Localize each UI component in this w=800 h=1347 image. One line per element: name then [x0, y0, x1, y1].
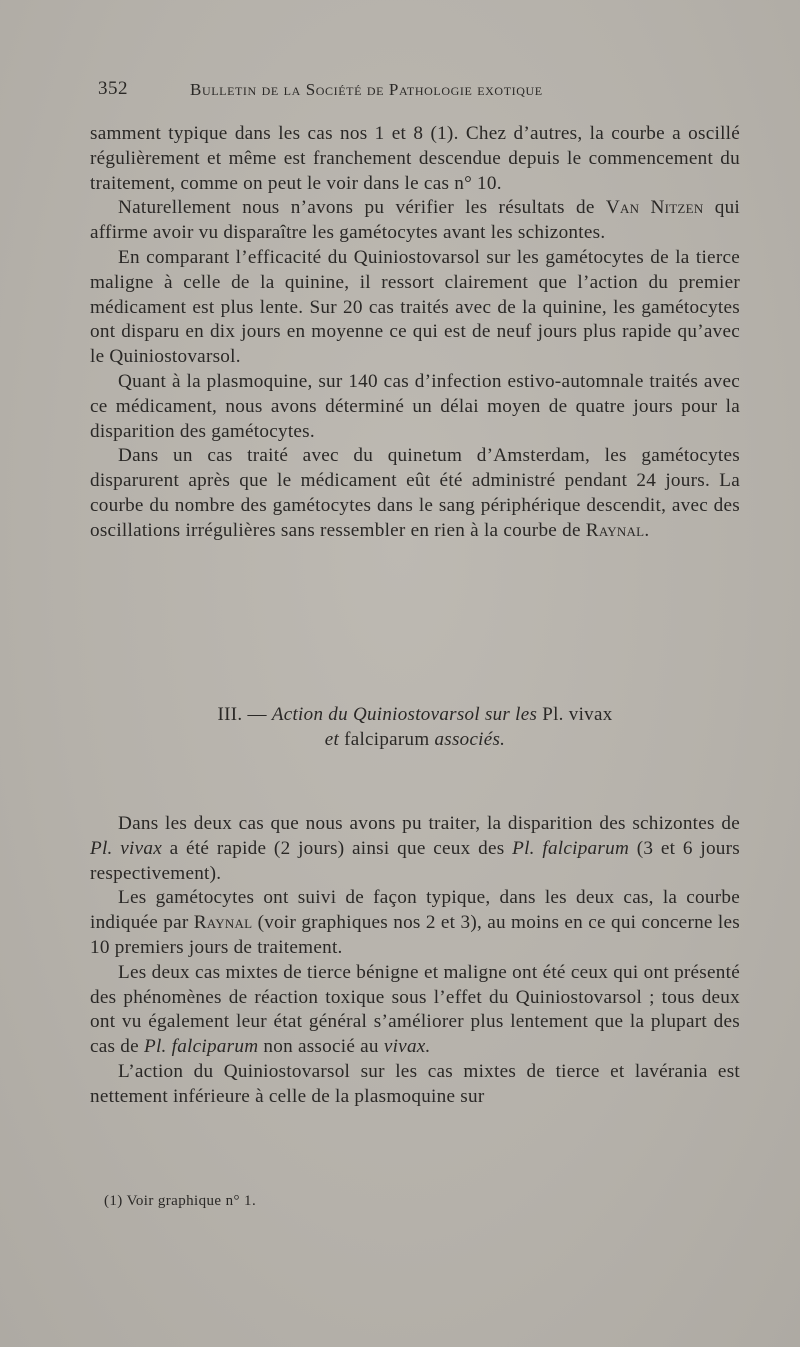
paragraph-1: samment typique dans les cas nos 1 et 8 (1). Chez d’autres, la courbe a oscillé régulièrement et même est franchement descendue depuis le commencement du traitement, comme on peut le voir dans le cas n° 10.: [90, 123, 740, 194]
paragraph-5: Dans un cas traité avec du quinetum d’Amsterdam, les gamétocytes disparurent après que le médicament eût été administré pendant 24 jours. La courbe du nombre des gamétocytes dans le sang périphérique descendit, avec des oscillations irrégulières sans ressembler en rien à la courbe de Raynal.: [90, 445, 740, 541]
running-header: [90, 78, 740, 108]
paragraph-9: L’action du Quiniostovarsol sur les cas mixtes de tierce et lavérania est nettement inférieure à celle de la plasmoquine sur: [90, 1060, 740, 1107]
body-text-lower: [90, 812, 740, 1110]
author-name-raynal-2: Raynal: [193, 912, 253, 934]
paragraph-3: En comparant l’efficacité du Quiniostovarsol sur les gamétocytes de la tierce maligne à celle de la quinine, il ressort clairement que l’action du premier médicament est plus lente. Sur 20 cas traités avec de la quinine, les gamétocytes ont disparu en dix jours en moyenne ce qui est de neuf jours plus rapide qu’avec le Quiniostovarsol.: [90, 246, 740, 368]
paragraph-7: Les gamétocytes ont suivi de façon typique, dans les deux cas, la courbe indiquée par Raynal (voir graphiques nos 2 et 3), au moins en ce qui concerne les 10 premiers jours de traitement.: [90, 887, 740, 958]
paragraph-4: Quant à la plasmoquine, sur 140 cas d’infection estivo-automnale traités avec ce médicament, nous avons déterminé un délai moyen de quatre jours pour la disparition des gamétocytes.: [90, 370, 740, 442]
paragraph-2: Naturellement nous n’avons pu vérifier les résultats de Van Nitzen qui affirme avoir vu disparaître les gamétocytes avant les schizontes.: [90, 197, 740, 244]
paragraph-8: Les deux cas mixtes de tierce bénigne et maligne ont été ceux qui ont présenté des phénomènes de réaction toxique sous l’effet du Quiniostovarsol ; tous deux ont vu également leur état général s’améliorer plus lentement que la plupart des cas de Pl. falciparum non associé au vivax.: [90, 961, 740, 1058]
page-number: 352: [98, 78, 128, 99]
author-name-raynal: Raynal: [585, 519, 645, 541]
section-heading: III. — Action du Quiniostovarsol sur les Pl. vivax et falciparum associés.: [217, 704, 613, 750]
footnote: (1) Voir graphique n° 1.: [104, 1193, 257, 1209]
paragraph-6: Dans les deux cas que nous avons pu traiter, la disparition des schizontes de Pl. vivax a été rapide (2 jours) ainsi que ceux des Pl. falciparum (3 et 6 jours respectivement).: [90, 813, 740, 884]
body-text-upper: [90, 122, 740, 544]
journal-title: Bulletin de la Société de Pathologie exotique: [190, 80, 543, 99]
author-name-van-nitzen: Van Nitzen: [605, 197, 704, 219]
section-number: III. —: [217, 704, 272, 725]
